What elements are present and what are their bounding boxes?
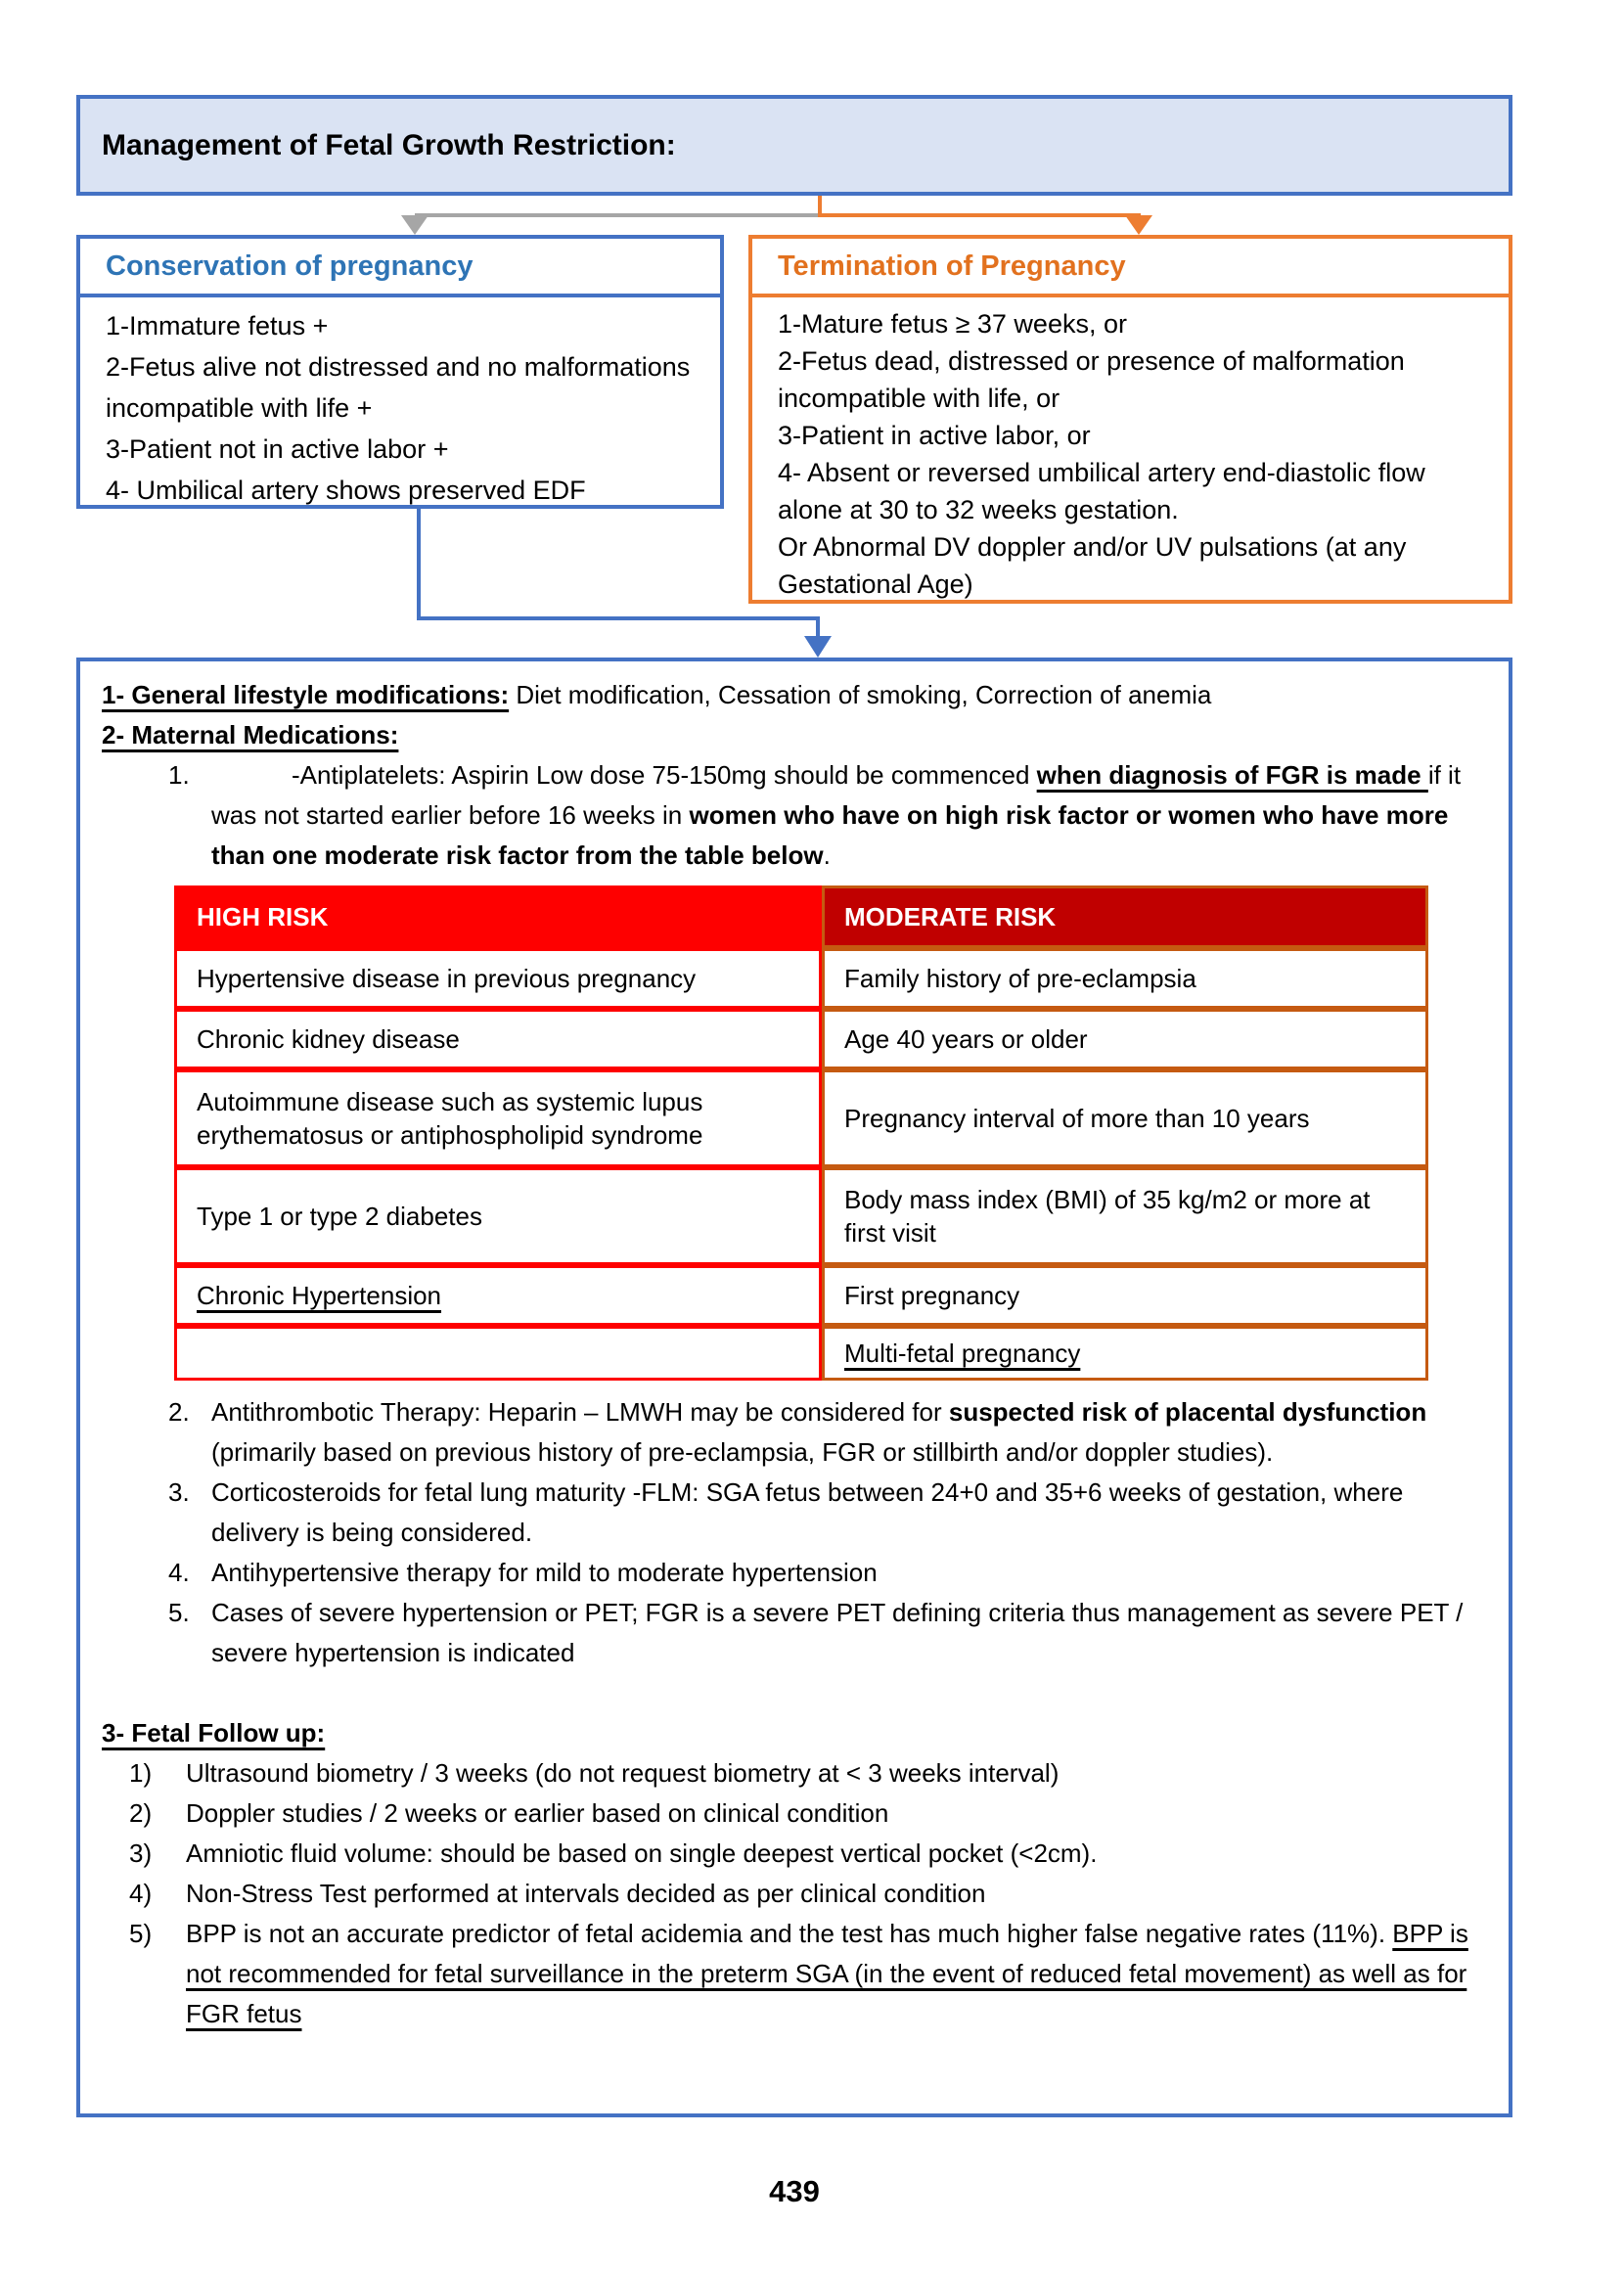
criteria-line: 2-Fetus dead, distressed or presence of malformation incompatible with life, or [778,346,1405,413]
list-item-text: Antihypertensive therapy for mild to moderate hypertension [211,1558,878,1587]
high-risk-cell: Chronic Hypertension [174,1265,822,1326]
table-row [174,1009,1428,1069]
connector-blue-vertical [417,509,421,620]
list-number: 2) [129,1798,153,1828]
list-item-text: Cases of severe hypertension or PET; FGR is a severe PET defining criteria thus management as severe PET / severe hypertension is indicated [211,1598,1464,1667]
fetal-followup-heading: 3- Fetal Follow up: [102,1718,326,1748]
list-item-text: Doppler studies / 2 weeks or earlier based on clinical condition [186,1798,889,1828]
conservation-box-header: Conservation of pregnancy [80,239,720,297]
list-item-text: -Antiplatelets: Aspirin Low dose 75-150mg should be commenced when diagnosis of FGR is made if it was not started earlier before 16 weeks in women who have on high risk factor or women who have more than one moderate risk factor from the table below. [211,760,1462,870]
termination-box-body [752,297,1509,603]
title-box [76,95,1512,196]
list-number: 3. [168,1477,190,1507]
termination-box [748,235,1512,604]
followup-item [102,1914,1471,2034]
moderate-risk-cell: Pregnancy interval of more than 10 years [822,1069,1428,1167]
high-risk-cell: Type 1 or type 2 diabetes [174,1167,822,1265]
criteria-line: 1-Immature fetus + [106,311,329,340]
moderate-risk-cell: Body mass index (BMI) of 35 kg/m2 or more at first visit [822,1167,1428,1265]
medication-item [102,755,1471,876]
connector-blue-horizontal [417,616,820,620]
arrow-down-orange-icon [1125,215,1152,235]
arrow-down-blue-icon [804,636,832,658]
conservation-box [76,235,724,509]
high-risk-cell: Chronic kidney disease [174,1009,822,1069]
followup-item [102,1834,1471,1874]
list-number: 4) [129,1879,153,1908]
followup-item [102,1874,1471,1914]
table-header-row [174,885,1428,948]
moderate-risk-cell: Age 40 years or older [822,1009,1428,1069]
table-row [174,1167,1428,1265]
medication-item [102,1473,1471,1553]
connector-orange-horizontal [818,213,1141,217]
high-risk-cell [174,1326,822,1381]
conservation-box-body [80,297,720,509]
connector-blue-stub [816,616,820,638]
blank-line [102,1673,1471,1713]
list-item-text: Non-Stress Test performed at intervals decided as per clinical condition [186,1879,986,1908]
list-item-text: Amniotic fluid volume: should be based on single deepest vertical pocket (<2cm). [186,1839,1098,1868]
list-number: 1) [129,1758,153,1788]
list-number: 3) [129,1839,153,1868]
medication-item [102,1593,1471,1673]
criteria-line: 2-Fetus alive not distressed and no malformations incompatible with life + [106,352,691,423]
maternal-medications-heading: 2- Maternal Medications: [102,720,399,749]
list-item-text: Corticosteroids for fetal lung maturity -FLM: SGA fetus between 24+0 and 35+6 weeks of gestation, where delivery is being considered. [211,1477,1404,1547]
followup-item [102,1753,1471,1793]
list-number: 4. [168,1558,190,1587]
criteria-line: 4- Absent or reversed umbilical artery end-diastolic flow alone at 30 to 32 weeks gestation. [778,458,1425,524]
list-number: 1. [168,760,190,790]
connector-gray-horizontal [415,213,820,217]
high-risk-cell: Hypertensive disease in previous pregnancy [174,948,822,1009]
medication-item [102,1553,1471,1593]
termination-box-header: Termination of Pregnancy [752,239,1509,297]
moderate-risk-header: MODERATE RISK [822,885,1428,948]
list-number: 5) [129,1919,153,1948]
risk-factor-table [174,885,1428,1381]
criteria-line: 4- Umbilical artery shows preserved EDF [106,476,586,505]
table-row [174,948,1428,1009]
table-row [174,1069,1428,1167]
table-row [174,1265,1428,1326]
list-item-text: BPP is not an accurate predictor of fetal acidemia and the test has much higher false negative rates (11%). BPP is not recommended for fetal surveillance in the preterm SGA (in the event of reduced fetal movement) as well as for FGR fetus [186,1919,1468,2028]
lifestyle-modifications-line: 1- General lifestyle modifications: Diet modification, Cessation of smoking, Correction of anemia [102,680,1212,709]
table-row [174,1326,1428,1381]
list-number: 2. [168,1397,190,1427]
arrow-down-gray-icon [401,215,429,235]
list-number: 5. [168,1598,190,1627]
criteria-line: 1-Mature fetus ≥ 37 weeks, or [778,309,1127,339]
page-title: Management of Fetal Growth Restriction: [102,128,676,161]
criteria-line: 3-Patient not in active labor + [106,434,449,464]
moderate-risk-cell: Family history of pre-eclampsia [822,948,1428,1009]
criteria-line: Or Abnormal DV doppler and/or UV pulsations (at any Gestational Age) [778,532,1407,599]
high-risk-cell: Autoimmune disease such as systemic lupus erythematosus or antiphospholipid syndrome [174,1069,822,1167]
moderate-risk-cell: First pregnancy [822,1265,1428,1326]
medication-item [102,1392,1471,1473]
list-item-text: Ultrasound biometry / 3 weeks (do not request biometry at < 3 weeks interval) [186,1758,1060,1788]
criteria-line: 3-Patient in active labor, or [778,421,1091,450]
moderate-risk-cell: Multi-fetal pregnancy [822,1326,1428,1381]
list-item-text: Antithrombotic Therapy: Heparin – LMWH may be considered for suspected risk of placental dysfunction (primarily based on previous history of pre-eclampsia, FGR or stillbirth and/or doppler studies). [211,1397,1427,1467]
page-number: 439 [769,2174,820,2208]
management-details-box [76,658,1512,2117]
followup-item [102,1793,1471,1834]
high-risk-header: HIGH RISK [174,885,822,948]
